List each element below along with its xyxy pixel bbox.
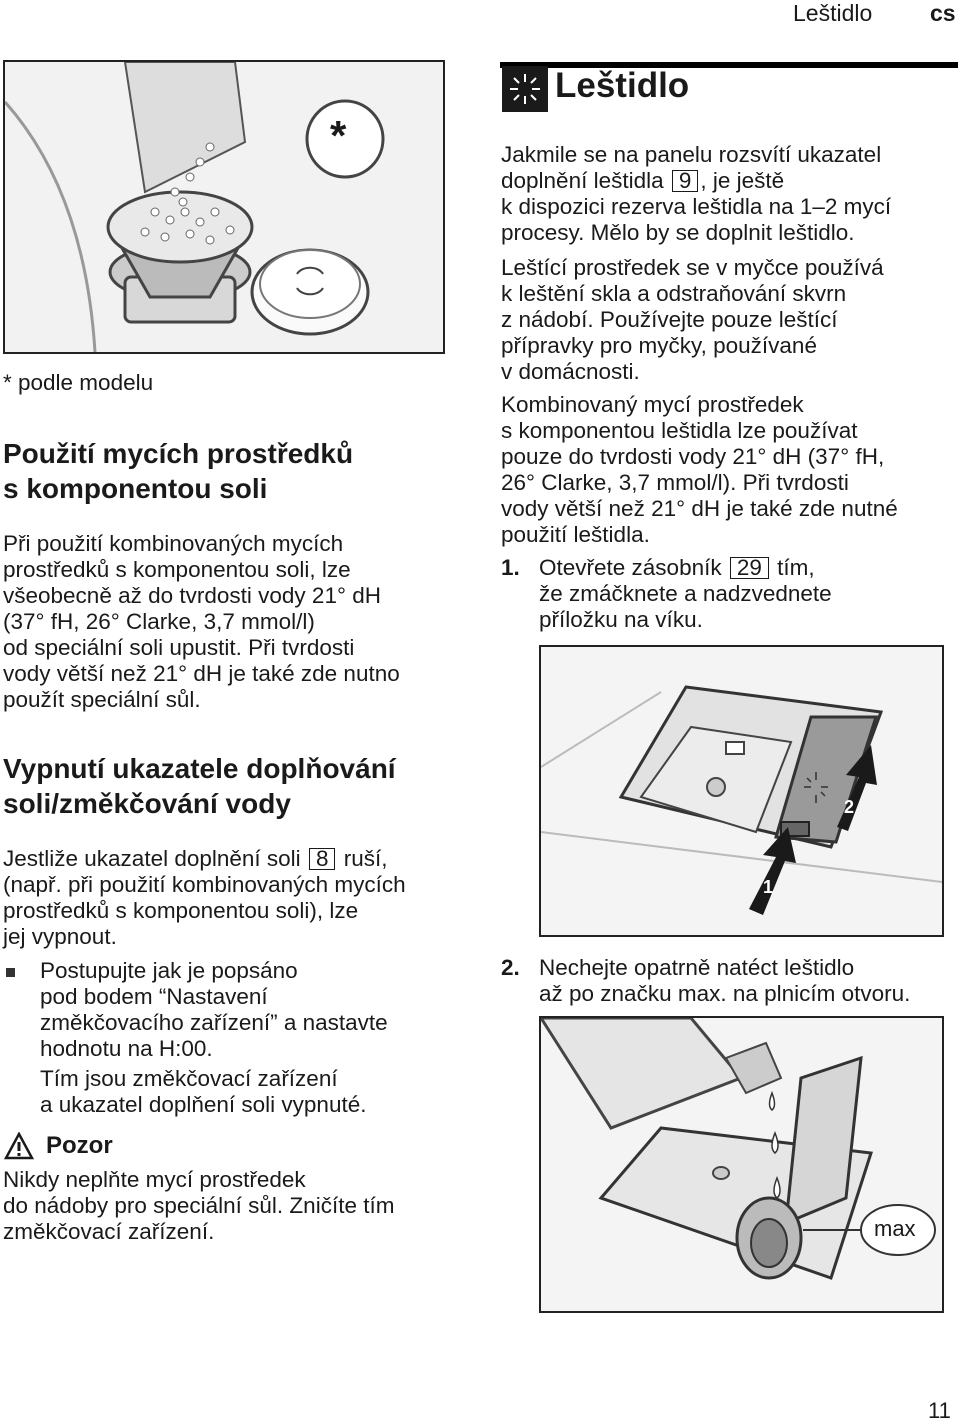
text-line: 26° Clarke, 3,7 mmol/l). Při tvrdosti <box>501 470 849 495</box>
heading-line: s komponentou soli <box>3 473 268 504</box>
text-line: že zmáčknete a nadzvednete <box>539 581 832 606</box>
text-line: prostředků s komponentou soli, lze <box>3 557 351 582</box>
text-line: a ukazatel doplňení soli vypnuté. <box>40 1092 367 1117</box>
text-line: změkčovacího zařízení” a nastavte <box>40 1010 388 1035</box>
heading-line: Vypnutí ukazatele doplňování <box>3 753 396 784</box>
text-line: od speciální soli upustit. Při tvrdosti <box>3 635 355 660</box>
text-line: Při použití kombinovaných mycích <box>3 531 344 556</box>
paragraph-indicator <box>3 846 406 950</box>
text-line: Nechejte opatrně natéct leštidlo <box>539 955 855 980</box>
text-line: k dispozici rezerva leštidla na 1–2 mycí <box>501 194 892 219</box>
heading-line: Použití mycích prostředků <box>3 438 354 469</box>
text-line: vody větší než 21° dH je také zde nutno <box>3 661 400 686</box>
text-line: jej vypnout. <box>3 924 117 949</box>
text-line: Leštící prostředek se v myčce používá <box>501 255 884 280</box>
text-line: všeobecně až do tvrdosti vody 21° dH <box>3 583 381 608</box>
warning-label: Pozor <box>46 1132 113 1159</box>
text-fragment: ruší, <box>337 846 388 871</box>
text-line: přípravky pro myčky, používané <box>501 333 817 358</box>
text-line: prostředků s komponentou soli), lze <box>3 898 359 923</box>
running-header-title: Leštidlo <box>793 0 873 26</box>
text-line: s komponentou leštidla lze používat <box>501 418 858 443</box>
paragraph-rinse-1 <box>501 142 891 246</box>
heading-line: soli/změkčování vody <box>3 788 291 819</box>
text-line: příložku na víku. <box>539 607 703 632</box>
section-title: Leštidlo <box>555 66 690 105</box>
salt-filling-illustration <box>5 62 443 352</box>
text-line <box>3 846 406 872</box>
step-1-text <box>539 555 832 633</box>
bullet-icon <box>6 968 15 977</box>
open-dispenser-illustration <box>541 647 942 935</box>
text-line <box>501 168 891 194</box>
text-line: pod bodem “Nastavení <box>40 984 268 1009</box>
text-fragment: Otevřete zásobník <box>539 555 728 580</box>
rinse-aid-icon <box>502 66 548 112</box>
asterisk-label: * <box>330 112 347 159</box>
warning-icon <box>4 1132 34 1165</box>
text-line: Jakmile se na panelu rozsvítí ukazatel <box>501 142 882 167</box>
paragraph-combined <box>3 531 400 713</box>
text-line: k leštění skla a odstraňování skvrn <box>501 281 847 306</box>
text-line: až po značku max. na plnicím otvoru. <box>539 981 911 1006</box>
text-line: použít speciální sůl. <box>3 687 201 712</box>
ref-box-29: 29 <box>730 557 769 579</box>
ref-box-8: 8 <box>309 848 336 870</box>
text-fragment: Jestliže ukazatel doplnění soli <box>3 846 307 871</box>
text-line <box>539 555 832 581</box>
text-fragment: , je ještě <box>700 168 785 193</box>
text-line: Kombinovaný mycí prostředek <box>501 392 804 417</box>
text-line: (37° fH, 26° Clarke, 3,7 mmol/l) <box>3 609 315 634</box>
text-line: (např. při použití kombinovaných mycích <box>3 872 406 897</box>
text-line: změkčovací zařízení. <box>3 1219 215 1244</box>
text-line: pouze do tvrdosti vody 21° dH (37° fH, <box>501 444 885 469</box>
text-line: použití leštidla. <box>501 522 650 547</box>
filling-illustration <box>541 1018 942 1311</box>
salt-filling-figure <box>3 60 445 354</box>
text-line: procesy. Mělo by se doplnit leštidlo. <box>501 220 855 245</box>
max-label: max <box>874 1216 916 1241</box>
step-2-text <box>539 955 910 1007</box>
paragraph-rinse-3 <box>501 392 898 548</box>
step-1-number: 1. <box>501 555 520 580</box>
text-line: v domácnosti. <box>501 359 640 384</box>
ref-box-9: 9 <box>672 170 699 192</box>
text-line: hodnotu na H:00. <box>40 1036 213 1061</box>
text-line: do nádoby pro speciální sůl. Zničíte tím <box>3 1193 395 1218</box>
arrow-label-2: 2 <box>844 797 855 817</box>
filling-rinse-aid-figure <box>539 1016 944 1313</box>
heading-salt-indicator <box>3 751 396 821</box>
open-dispenser-figure <box>539 645 944 937</box>
text-line: Postupujte jak je popsáno <box>40 958 298 983</box>
page-number: 11 <box>928 1398 951 1423</box>
paragraph-rinse-2 <box>501 255 884 385</box>
text-line: Tím jsou změkčovací zařízení <box>40 1066 338 1091</box>
text-line: vody větší než 21° dH je také zde nutné <box>501 496 898 521</box>
arrow-label-1: 1 <box>763 877 774 897</box>
text-fragment: doplnění leštidla <box>501 168 670 193</box>
heading-combined-detergents <box>3 436 353 506</box>
bullet-text <box>40 958 388 1118</box>
text-line: Nikdy neplňte mycí prostředek <box>3 1167 306 1192</box>
warning-text <box>3 1167 394 1245</box>
step-2-number: 2. <box>501 955 520 980</box>
footnote: * podle modelu <box>3 370 154 395</box>
running-header-lang: cs <box>930 0 956 26</box>
text-line: z nádobí. Používejte pouze leštící <box>501 307 838 332</box>
text-fragment: tím, <box>770 555 815 580</box>
